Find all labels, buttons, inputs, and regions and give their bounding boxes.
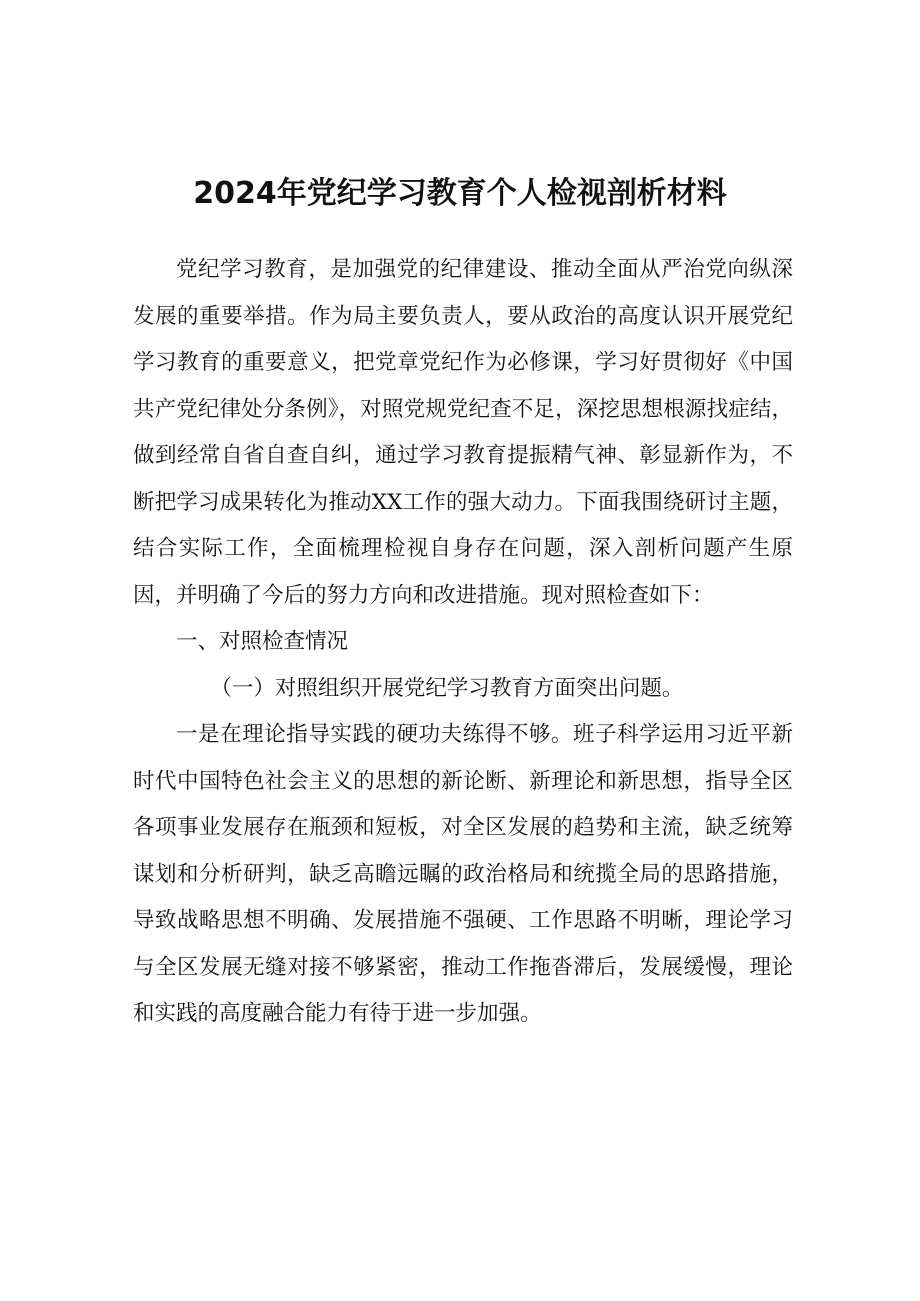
section-heading: 一、对照检查情况 [176, 629, 349, 654]
document-body [133, 247, 793, 1038]
subsection-heading: （一）对照组织开展党纪学习教育方面突出问题。 [210, 675, 684, 701]
document-title: 2024年党纪学习教育个人检视剖析材料 [193, 176, 727, 211]
body-paragraph: 一是在理论指导实践的硬功夫练得不够。班子科学运用习近平新时代中国特色社会主义的思想的新论断、新理论和新思想，指导全区各项事业发展存在瓶颈和短板，对全区发展的趋势和主流，缺乏统筹谋划和分析研判，缺乏高瞻远瞩的政治格局和统揽全局的思路措施，导致战略思想不明确、发展措施不强硬、工作思路不明晰，理论学习与全区发展无缝对接不够紧密，推动工作拖沓滞后，发展缓慢，理论和实践的高度融合能力有待于进一步加强。 [133, 722, 793, 1026]
intro-paragraph: 党纪学习教育，是加强党的纪律建设、推动全面从严治党向纵深发展的重要举措。作为局主要负责人，要从政治的高度认识开展党纪学习教育的重要意义，把党章党纪作为必修课，学习好贯彻好《中国共产党纪律处分条例》，对照党规党纪查不足，深挖思想根源找症结，做到经常自省自查自纠，通过学习教育提振精气神、彰显新作为，不断把学习成果转化为推动XX工作的强大动力。下面我围绕研讨主题，结合实际工作，全面梳理检视自身存在问题，深入剖析问题产生原因，并明确了今后的努力方向和改进措施。现对照检查如下： [133, 257, 793, 608]
